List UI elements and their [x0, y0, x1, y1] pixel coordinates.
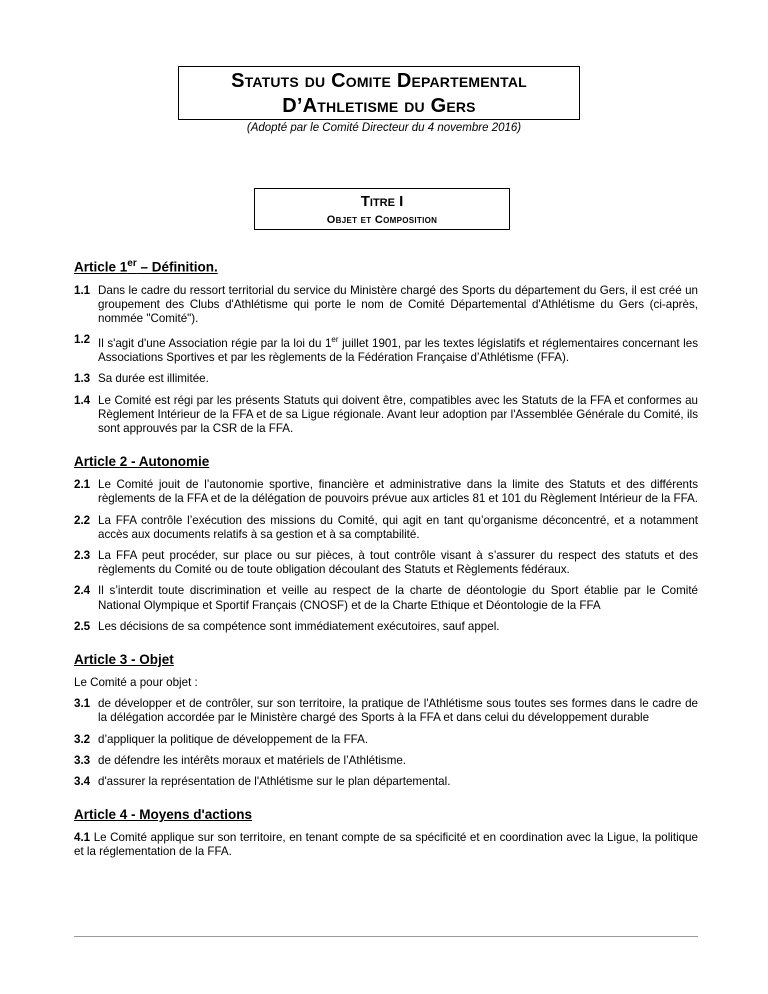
paragraph-2-3: 2.3 La FFA peut procéder, sur place ou sur pièces, à tout contrôle visant à s’assurer du respect des statuts et des règlements du Comité ou de toute obligation découlant des Statuts et Règlements fédéraux. — [74, 549, 698, 577]
document-title-line-1: Statuts du Comite Departemental — [231, 70, 527, 92]
paragraph-2-1: 2.1 Le Comité jouit de l’autonomie sportive, financière et administrative dans la limite des Statuts et des différents règlements de la FFA et de la délégation de pouvoirs prévue aux articles 81 et 101 du Règlement Intérieur de la FFA. — [74, 478, 699, 506]
paragraph-3-2: 3.2 d’appliquer la politique de développement de la FFA. — [74, 732, 369, 746]
paragraph-4-1: 4.1 Le Comité applique sur son territoire, en tenant compte de sa spécificité et en coordination avec la Ligue, la politique et la réglementation de la FFA. — [74, 831, 698, 859]
footer-divider — [74, 936, 698, 937]
paragraph-3-3: 3.3 de défendre les intérêts moraux et matériels de l’Athlétisme. — [74, 753, 407, 767]
article-2-title: Article 2 - Autonomie — [74, 454, 210, 470]
article-4-title: Article 4 - Moyens d'actions — [74, 807, 253, 823]
paragraph-3-1: 3.1 de développer et de contrôler, sur son territoire, la pratique de l'Athlétisme sous toutes ses formes dans le cadre de la délégation accordée par le Ministère chargé des Sports à la FFA et dans celui du développement durable — [74, 697, 698, 725]
paragraph-2-4: 2.4 Il s’interdit toute discrimination et veille au respect de la charte de déontologie du Sport établie par le Comité National Olympique et Sportif Français (CNOSF) et de la Charte Ethique et Déontologie de la FFA — [74, 584, 698, 612]
article-1-title: Article 1er – Définition. — [74, 258, 218, 275]
paragraph-1-4: 1.4 Le Comité est régi par les présents Statuts qui doivent être, compatibles avec les Statuts de la FFA et conformes au Règlement Intérieur de la FFA et de sa Ligue régionale. Avant leur adoption par l'Assemblée Générale du Comité, ils sont approuvés par la CSR de la FFA. — [74, 393, 698, 435]
paragraph-1-1: 1.1 Dans le cadre du ressort territorial du service du Ministère chargé des Sports du département du Gers, il est créé un groupement des Clubs d'Athlétisme qui porte le nom de Comité Départemental d'Athlétisme du Gers (ci-après, nommée "Comité"). — [74, 283, 698, 325]
article-3-intro: Le Comité a pour objet : — [74, 676, 198, 690]
titre-subheading: Objet et Composition — [326, 214, 438, 226]
titre-heading: Titre I — [360, 193, 404, 210]
paragraph-1-2: 1.2 Il s'agit d'une Association régie par la loi du 1er juillet 1901, par les textes législatifs et réglementaires concernant les Associations Sportives et par les règlements de la Fédération Française d’Athlétisme (FFA). — [74, 333, 698, 365]
paragraph-2-5: 2.5 Les décisions de sa compétence sont immédiatement exécutoires, sauf appel. — [74, 619, 500, 633]
article-4 — [74, 807, 698, 859]
article-3-title: Article 3 - Objet — [74, 652, 174, 668]
document-body — [74, 258, 698, 867]
paragraph-3-4: 3.4 d'assurer la représentation de l'Athlétisme sur le plan départemental. — [74, 775, 451, 789]
article-2 — [74, 454, 698, 634]
adoption-subtitle: (Adopté par le Comité Directeur du 4 novembre 2016) — [246, 122, 522, 134]
document-title-box — [178, 66, 580, 120]
document-title-line-2: D’Athletisme du Gers — [282, 95, 476, 117]
paragraph-2-2: 2.2 La FFA contrôle l’exécution des missions du Comité, qui agit en tant qu’organisme déconcentré, et a notamment accès aux documents relatifs à sa gestion et à sa comptabilité. — [74, 513, 698, 541]
titre-box — [254, 188, 510, 230]
article-3 — [74, 652, 698, 789]
paragraph-1-3: 1.3 Sa durée est illimitée. — [74, 372, 209, 386]
article-1 — [74, 258, 698, 436]
